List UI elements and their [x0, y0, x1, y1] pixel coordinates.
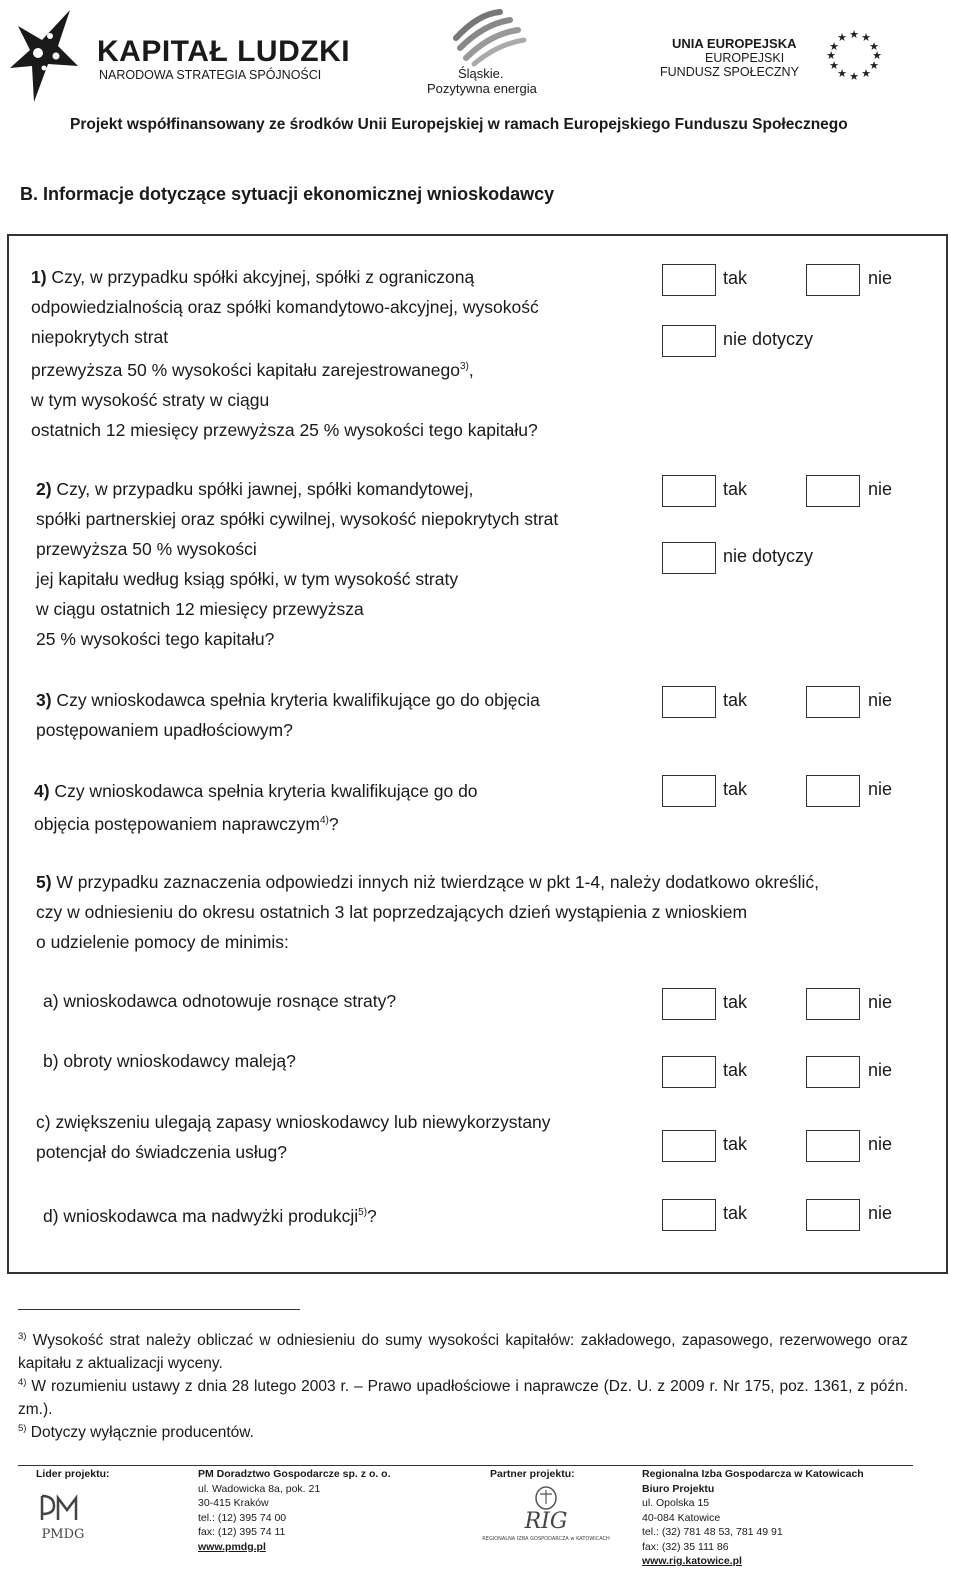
footnote-4: $^{4)}$ W rozumieniu ustawy z dnia 28 lutego 2003 r. – Prawo upadłościowe i naprawcze (Dz. U. z 2009 r. Nr 175, poz. 1361, z późn. zm.).	[18, 1377, 908, 1419]
slaskie-name: Śląskie.	[458, 66, 504, 81]
leader-website-link[interactable]: www.pmdg.pl	[198, 1540, 266, 1553]
q4-yes-label: tak	[723, 779, 748, 799]
leader-contact: PM Doradztwo Gospodarcze sp. z o. o. ul. Wadowicka 8a, pok. 21 30-415 Kraków tel.: (12) 395 74 00 fax: (12) 395 74 11 www.pmdg.pl	[198, 1468, 391, 1553]
svg-text:★: ★	[872, 49, 882, 62]
q2-no-label: nie	[868, 479, 893, 499]
question-5: 5) W przypadku zaznaczenia odpowiedzi innych niż twierdzące w pkt 1-4, należy dodatkowo określić, czy w odniesieniu do okresu ostatnich 3 lat poprzedzających dzień wystąpienia z wnioskiem o udzielenie pomocy de minimis:	[36, 872, 820, 952]
pmdg-logo-text: PMDG	[41, 1527, 85, 1542]
rig-katowice-logo	[482, 1484, 610, 1550]
q3-yes-label: tak	[723, 690, 748, 710]
slaskie-slogan: Pozytywna energia	[427, 81, 537, 96]
q5c-no-checkbox[interactable]	[806, 1130, 860, 1162]
question-5a: a) wnioskodawca odnotowuje rosnące straty?	[43, 991, 397, 1011]
svg-text:RIG: RIG	[524, 1509, 568, 1534]
eu-fund-line1: EUROPEJSKI	[705, 51, 785, 65]
partner-contact: Regionalna Izba Gospodarcza w Katowicach Biuro Projektu ul. Opolska 15 40-084 Katowice tel.: (32) 781 48 53, 781 49 91 fax: (32) 35 111 86 www.rig.katowice.pl	[642, 1468, 864, 1567]
q5c-yes-checkbox[interactable]	[662, 1130, 716, 1162]
footer-separator	[18, 1465, 913, 1466]
q1-no-checkbox[interactable]	[806, 264, 860, 296]
question-5d: d) wnioskodawca ma nadwyżki produkcji$^{5)}$?	[43, 1205, 377, 1226]
svg-text:★: ★	[849, 70, 859, 83]
svg-text:★: ★	[826, 49, 836, 62]
question-1: 1) Czy, w przypadku spółki akcyjnej, spółki z ograniczoną odpowiedzialnością oraz spółki komandytowo-akcyjnej, wysokość niepokrytych strat przewyższa 50 % wysokości kapitału zarejestrowanego$^{3)}$, w tym wysokość straty w ciągu ostatnich 12 miesięcy przewyższa 25 % wysokości tego kapitału?	[31, 267, 539, 440]
q4-no-checkbox[interactable]	[806, 775, 860, 807]
question-5b: b) obroty wnioskodawcy maleją?	[43, 1051, 296, 1071]
footnote-5: $^{5)}$ Dotyczy wyłącznie producentów.	[18, 1423, 254, 1442]
q2-na-checkbox[interactable]	[662, 542, 716, 574]
q5a-yes-checkbox[interactable]	[662, 988, 716, 1020]
eu-flag-icon	[822, 28, 886, 82]
question-3: 3) Czy wnioskodawca spełnia kryteria kwalifikujące go do objęcia postępowaniem upadłościowym?	[36, 690, 540, 740]
project-cofinancing-line: Projekt współfinansowany ze środków Unii Europejskiej w ramach Europejskiego Funduszu Społecznego	[70, 116, 848, 133]
footnote-separator	[18, 1309, 300, 1310]
q2-yes-checkbox[interactable]	[662, 475, 716, 507]
q5a-no-checkbox[interactable]	[806, 988, 860, 1020]
q5a-yes-label: tak	[723, 992, 748, 1012]
svg-text:★: ★	[869, 40, 879, 53]
rig-logo-text: REGIONALNA IZBA GOSPODARCZA w KATOWICACH	[482, 1536, 610, 1542]
svg-text:★: ★	[837, 67, 847, 80]
q5d-no-label: nie	[868, 1203, 893, 1223]
q3-no-checkbox[interactable]	[806, 686, 860, 718]
q1-na-checkbox[interactable]	[662, 325, 716, 357]
question-2: 2) Czy, w przypadku spółki jawnej, spółki komandytowej, spółki partnerskiej oraz spółki cywilnej, wysokość niepokrytych strat przewyższa 50 % wysokości jej kapitału według ksiąg spółki, w tym wysokość straty w ciągu ostatnich 12 miesięcy przewyższa 25 % wysokości tego kapitału?	[36, 479, 559, 649]
leader-label: Lider projektu:	[36, 1468, 110, 1480]
footnote-3: $^{3)}$ Wysokość strat należy obliczać w odniesieniu do sumy wysokości kapitałów: zakładowego, zapasowego, rezerwowego oraz kapitału z aktualizacji wyceny.	[18, 1331, 908, 1373]
q4-yes-checkbox[interactable]	[662, 775, 716, 807]
q5d-no-checkbox[interactable]	[806, 1199, 860, 1231]
section-title: B. Informacje dotyczące sytuacji ekonomicznej wnioskodawcy	[20, 184, 555, 204]
q5d-yes-checkbox[interactable]	[662, 1199, 716, 1231]
eu-title: UNIA EUROPEJSKA	[672, 36, 797, 51]
q2-no-checkbox[interactable]	[806, 475, 860, 507]
kapital-ludzki-title: KAPITAŁ LUDZKI	[97, 35, 351, 68]
q1-yes-checkbox[interactable]	[662, 264, 716, 296]
pmdg-logo	[34, 1492, 92, 1542]
q5b-yes-label: tak	[723, 1060, 748, 1080]
q5c-yes-label: tak	[723, 1134, 748, 1154]
svg-text:★: ★	[829, 40, 839, 53]
slaskie-logo	[448, 8, 528, 66]
q1-yes-label: tak	[723, 268, 748, 288]
svg-text:★: ★	[849, 28, 859, 41]
q5d-yes-label: tak	[723, 1203, 748, 1223]
svg-text:★: ★	[861, 67, 871, 80]
q5b-no-label: nie	[868, 1060, 893, 1080]
q3-no-label: nie	[868, 690, 893, 710]
eu-fund-line2: FUNDUSZ SPOŁECZNY	[660, 65, 799, 79]
kapital-ludzki-star-logo	[8, 6, 80, 106]
partner-label: Partner projektu:	[490, 1468, 575, 1480]
svg-text:★: ★	[861, 31, 871, 44]
q1-no-label: nie	[868, 268, 893, 288]
q5b-yes-checkbox[interactable]	[662, 1056, 716, 1088]
q2-yes-label: tak	[723, 479, 748, 499]
q3-yes-checkbox[interactable]	[662, 686, 716, 718]
question-5c: c) zwiększeniu ulegają zapasy wnioskodawcy lub niewykorzystany potencjał do świadczenia usług?	[36, 1112, 551, 1162]
q4-no-label: nie	[868, 779, 893, 799]
q5b-no-checkbox[interactable]	[806, 1056, 860, 1088]
q5a-no-label: nie	[868, 992, 893, 1012]
svg-text:★: ★	[829, 59, 839, 72]
q1-na-label: nie dotyczy	[723, 329, 814, 349]
partner-website-link[interactable]: www.rig.katowice.pl	[642, 1555, 742, 1567]
q5c-no-label: nie	[868, 1134, 893, 1154]
svg-text:★: ★	[869, 59, 879, 72]
svg-text:★: ★	[837, 31, 847, 44]
kapital-ludzki-subtitle: NARODOWA STRATEGIA SPÓJNOŚCI	[99, 68, 322, 82]
question-4: 4) Czy wnioskodawca spełnia kryteria kwalifikujące go do objęcia postępowaniem naprawczym$^{4)}$?	[34, 781, 478, 834]
q2-na-label: nie dotyczy	[723, 546, 814, 566]
